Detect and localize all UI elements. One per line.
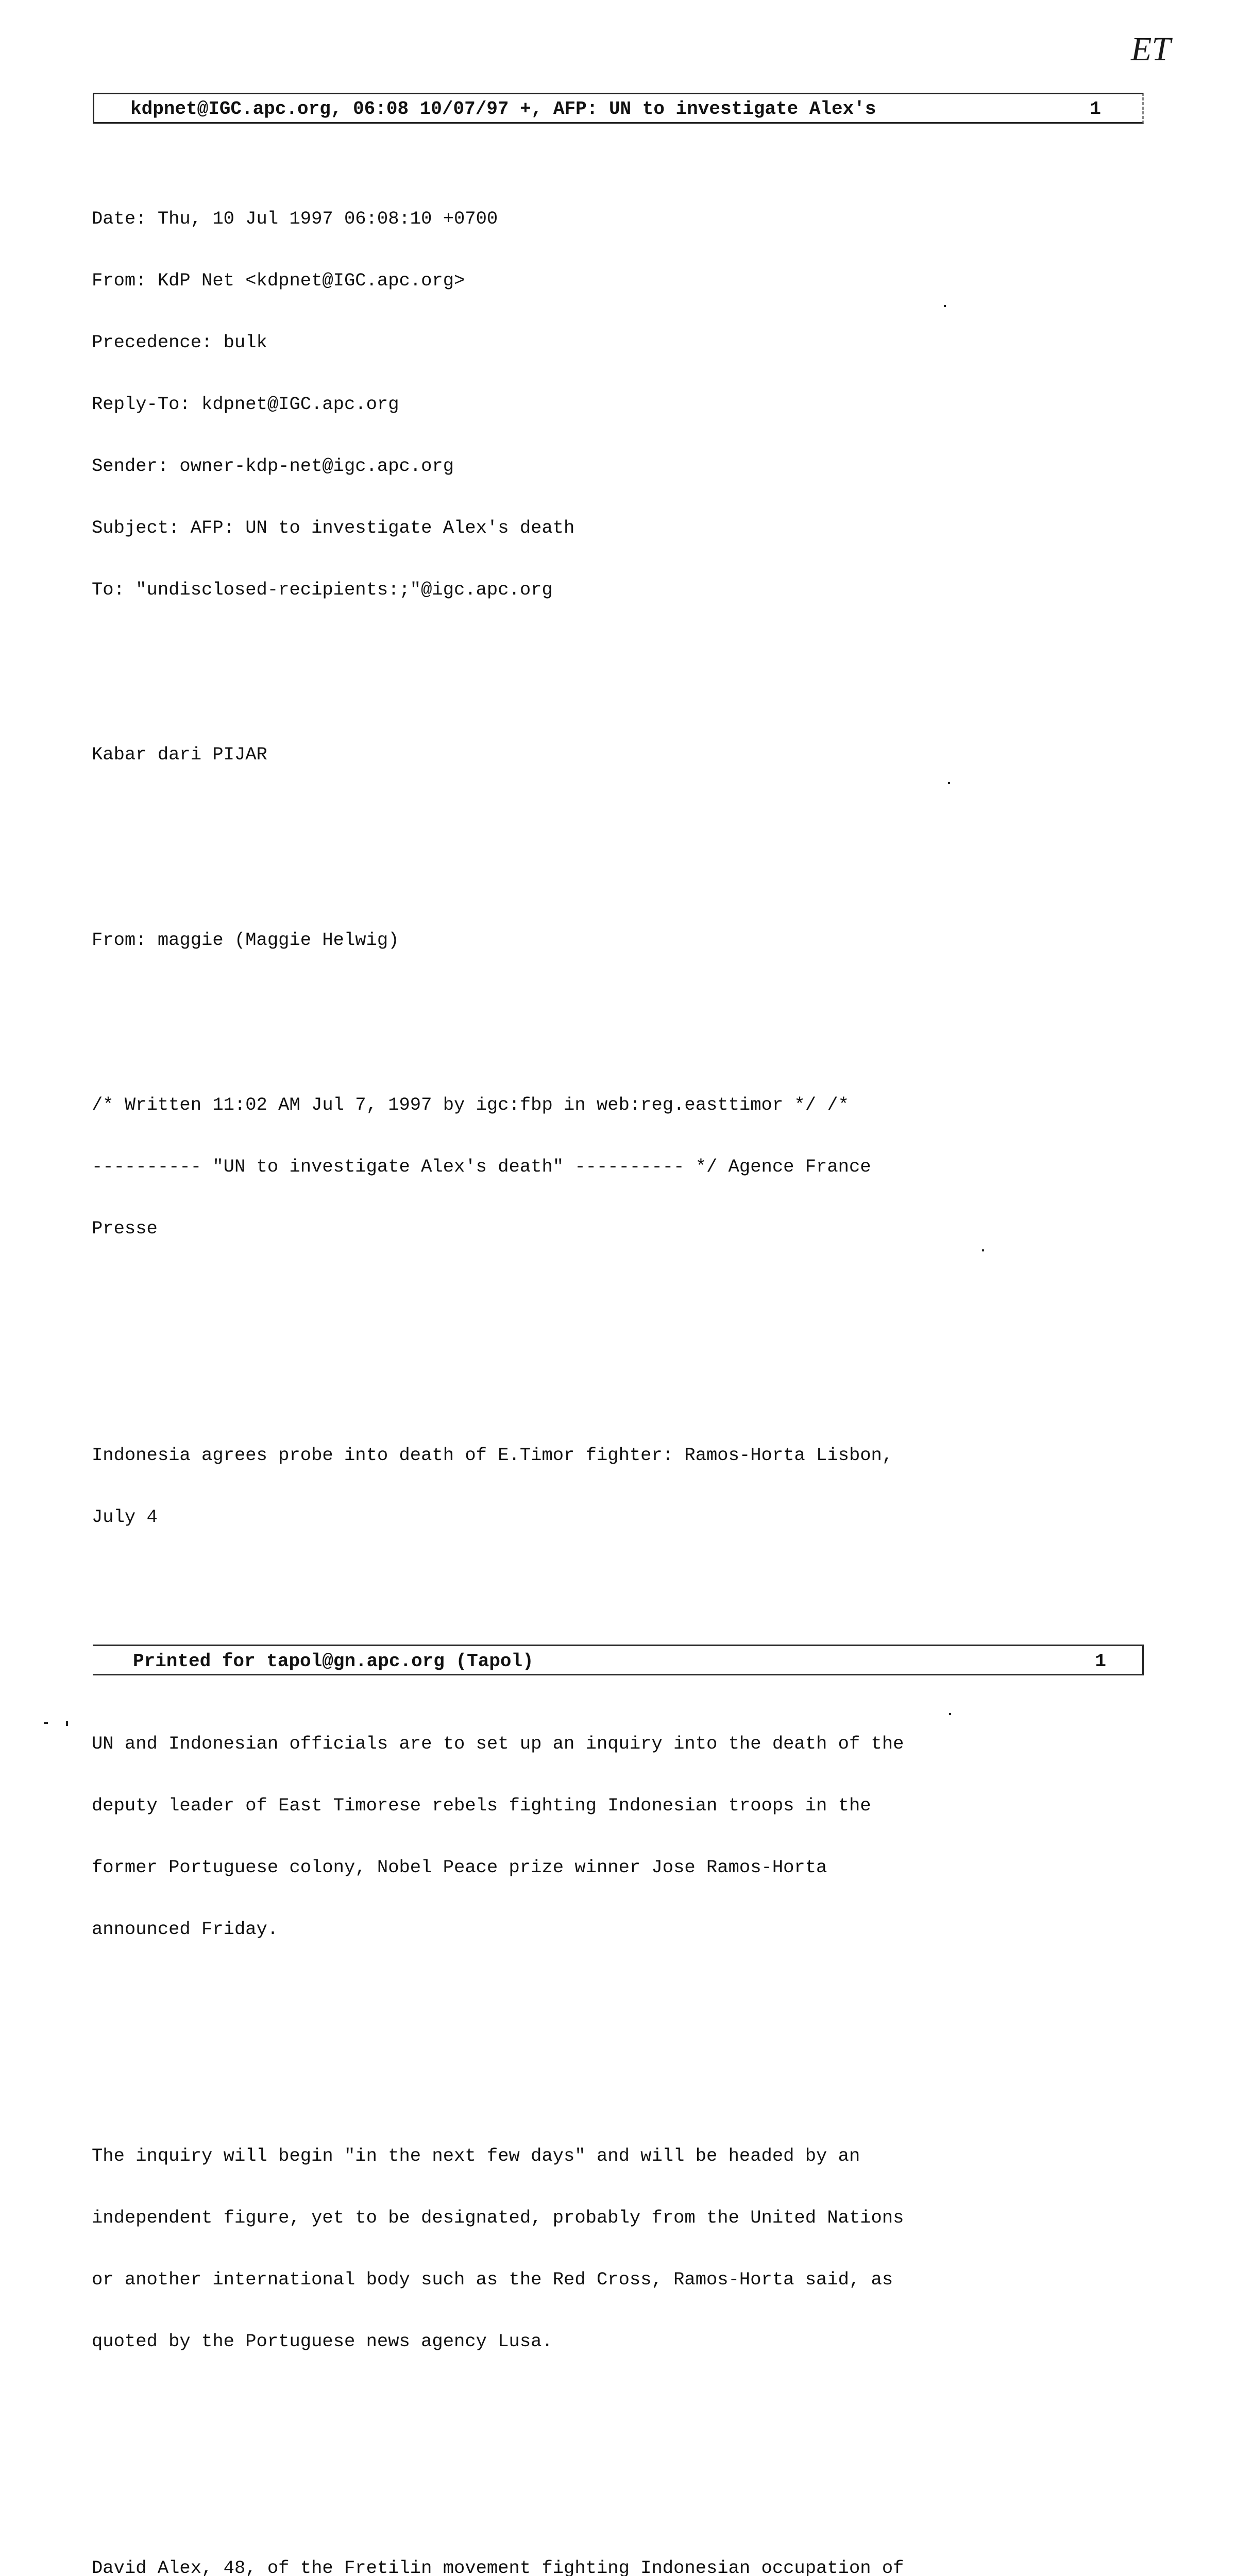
print-footer-bar <box>93 1645 1144 1675</box>
scan-speck <box>949 1713 951 1715</box>
paragraph-line: former Portuguese colony, Nobel Peace prize winner Jose Ramos-Horta <box>92 1857 827 1878</box>
paragraph-line: deputy leader of East Timorese rebels fighting Indonesian troops in the <box>92 1795 871 1816</box>
article-paragraph <box>92 1404 1091 1569</box>
article-paragraph <box>92 2517 1091 2576</box>
paragraph-line: quoted by the Portuguese news agency Lusa. <box>92 2331 553 2352</box>
email-header-line: Reply-To: kdpnet@IGC.apc.org <box>92 394 399 415</box>
email-header-line: Sender: owner-kdp-net@igc.apc.org <box>92 455 454 477</box>
paragraph-line: or another international body such as the Red Cross, Ramos-Horta said, as <box>92 2269 893 2290</box>
print-footer-title: Printed for tapol@gn.apc.org (Tapol) <box>133 1651 534 1672</box>
written-line: /* Written 11:02 AM Jul 7, 1997 by igc:fbp in web:reg.easttimor */ /* <box>92 1094 849 1115</box>
print-header-bar <box>93 93 1144 124</box>
paragraph-line: announced Friday. <box>92 1919 279 1940</box>
email-body <box>92 126 1091 2576</box>
article-paragraph <box>92 2105 1091 2393</box>
forwarded-from-line: From: maggie (Maggie Helwig) <box>92 929 399 951</box>
email-header-line: Date: Thu, 10 Jul 1997 06:08:10 +0700 <box>92 208 498 229</box>
handwritten-page-mark: ET <box>1131 30 1171 68</box>
print-header-title: kdpnet@IGC.apc.org, 06:08 10/07/97 +, AFP: UN to investigate Alex's <box>130 98 876 120</box>
email-header-line: Subject: AFP: UN to investigate Alex's death <box>92 517 575 538</box>
scan-speck <box>944 305 946 307</box>
intro-line: Kabar dari PIJAR <box>92 744 267 765</box>
scan-speck <box>948 782 950 784</box>
paragraph-line: David Alex, 48, of the Fretilin movement fighting Indonesian occupation of <box>92 2557 904 2576</box>
scan-speck <box>982 1249 984 1251</box>
written-line: ---------- "UN to investigate Alex's death" ---------- */ Agence France <box>92 1156 871 1177</box>
scan-speck <box>66 1721 68 1726</box>
written-block <box>92 1054 1091 1280</box>
email-header-line: To: "undisclosed-recipients:;"@igc.apc.org <box>92 579 553 600</box>
print-header-page-number: 1 <box>1090 98 1101 120</box>
email-header-line: From: KdP Net <kdpnet@IGC.apc.org> <box>92 270 465 291</box>
paragraph-line: July 4 <box>92 1506 158 1528</box>
email-header-block <box>92 167 1091 641</box>
paragraph-line: Indonesia agrees probe into death of E.Timor fighter: Ramos-Horta Lisbon, <box>92 1445 893 1466</box>
email-header-line: Precedence: bulk <box>92 332 267 353</box>
paragraph-line: The inquiry will begin "in the next few days" and will be headed by an <box>92 2145 860 2166</box>
print-footer-page-number: 1 <box>1095 1651 1106 1672</box>
paragraph-line: independent figure, yet to be designated, probably from the United Nations <box>92 2207 904 2228</box>
article-paragraph <box>92 1692 1091 1981</box>
written-line: Presse <box>92 1218 158 1239</box>
scan-speck <box>44 1722 48 1724</box>
paragraph-line: UN and Indonesian officials are to set up an inquiry into the death of the <box>92 1733 904 1754</box>
